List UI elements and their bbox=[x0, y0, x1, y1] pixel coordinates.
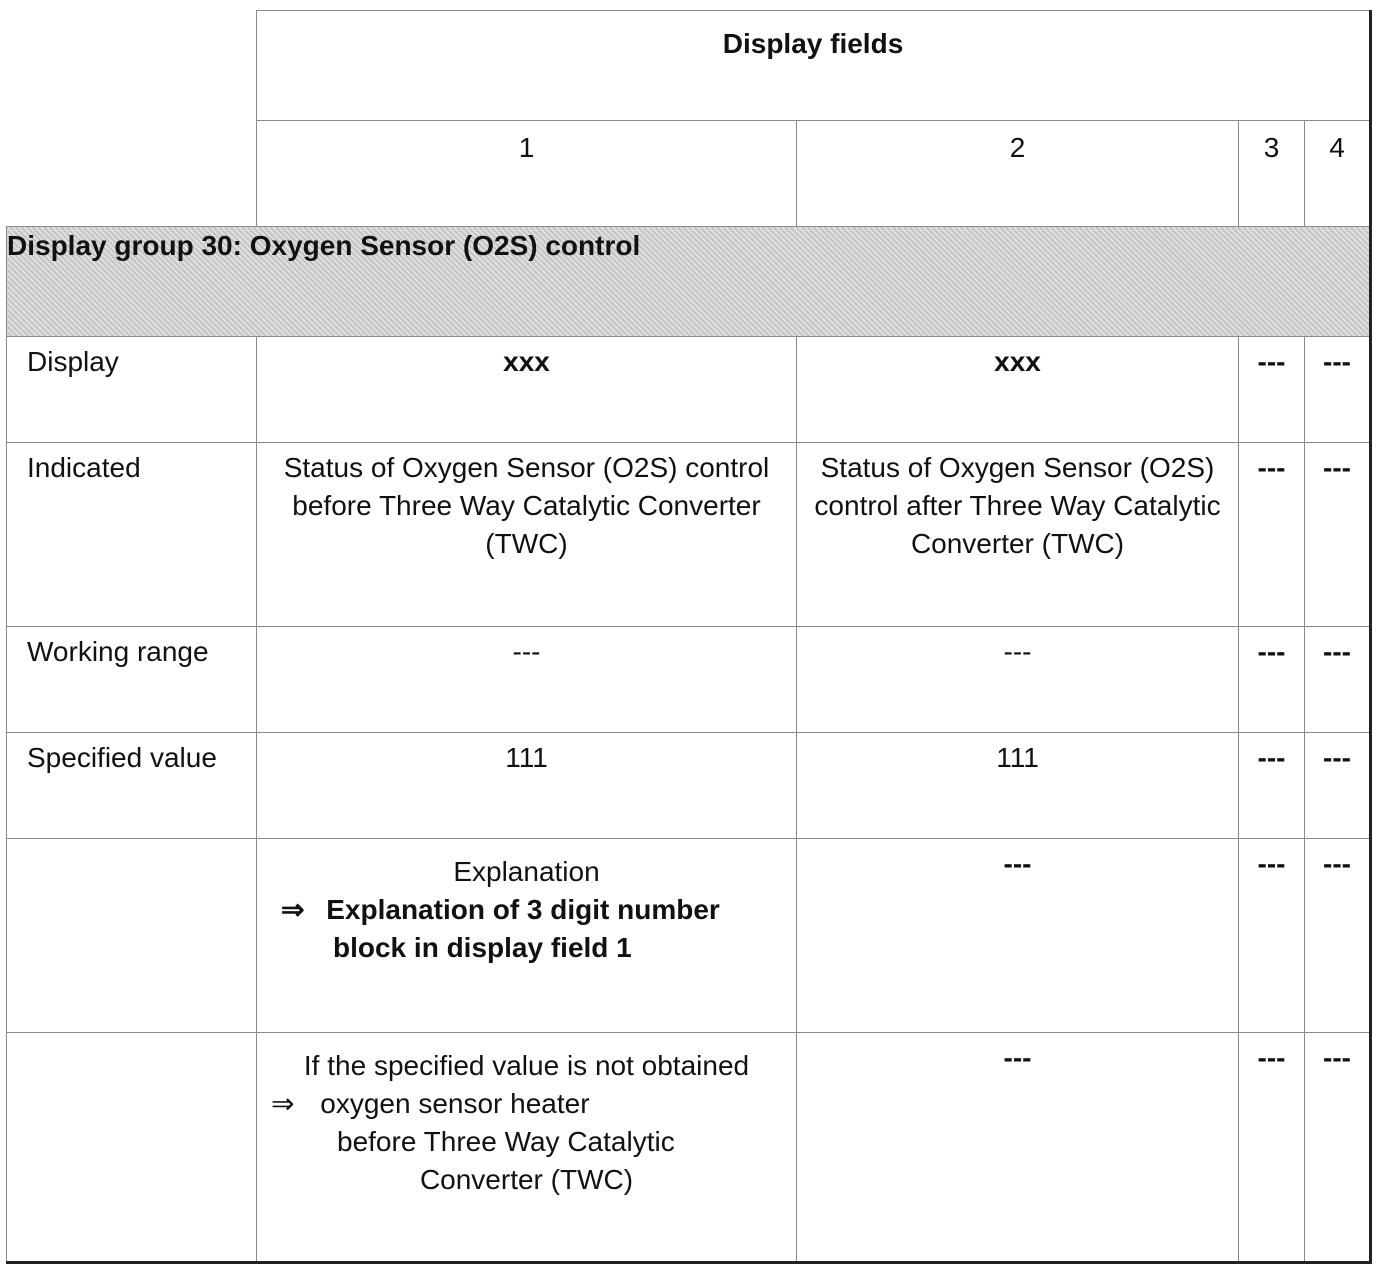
explanation-field-3-value: --- bbox=[1239, 839, 1305, 1033]
indicated-field-2-value: Status of Oxygen Sensor (O2S) control after Three Way Catalytic Converter (TWC) bbox=[797, 443, 1239, 627]
header-corner-cell bbox=[7, 11, 257, 227]
if-not-obtained-field-3-value: --- bbox=[1239, 1033, 1305, 1263]
display-field-4-value: --- bbox=[1305, 337, 1371, 443]
row-label-explanation bbox=[7, 839, 257, 1033]
working-range-field-3-value: --- bbox=[1239, 627, 1305, 733]
specified-value-field-2-value: 111 bbox=[797, 733, 1239, 839]
if-not-obtained-field-2-value: --- bbox=[797, 1033, 1239, 1263]
explanation-link-text-continued: block in display field 1 bbox=[333, 932, 632, 963]
row-label-specified-value: Specified value bbox=[7, 733, 257, 839]
table-row-specified-value bbox=[7, 733, 1371, 839]
working-range-field-2-value: --- bbox=[797, 627, 1239, 733]
display-fields-title: Display fields bbox=[257, 11, 1371, 121]
explanation-link-line bbox=[257, 891, 796, 929]
indicated-field-4-value: --- bbox=[1305, 443, 1371, 627]
specified-value-field-1-value: 111 bbox=[257, 733, 797, 839]
indicated-field-3-value: --- bbox=[1239, 443, 1305, 627]
explanation-heading: Explanation bbox=[453, 856, 600, 887]
if-not-obtained-field-4-value: --- bbox=[1305, 1033, 1371, 1263]
row-label-working-range: Working range bbox=[7, 627, 257, 733]
specified-value-field-4-value: --- bbox=[1305, 733, 1371, 839]
explanation-field-1 bbox=[257, 839, 797, 1033]
working-range-field-1-value: --- bbox=[257, 627, 797, 733]
table-row-display bbox=[7, 337, 1371, 443]
table-row-explanation bbox=[7, 839, 1371, 1033]
if-not-obtained-text: If the specified value is not obtained bbox=[303, 1050, 750, 1081]
group-row bbox=[7, 227, 1371, 337]
arrow-right-icon: ⇒ bbox=[271, 1088, 295, 1119]
column-header-2: 2 bbox=[797, 121, 1239, 227]
explanation-link-text: Explanation of 3 digit number bbox=[326, 894, 720, 925]
column-header-1: 1 bbox=[257, 121, 797, 227]
table-row-indicated bbox=[7, 443, 1371, 627]
if-not-obtained-action-text-line4: Converter (TWC) bbox=[419, 1164, 634, 1195]
working-range-field-4-value: --- bbox=[1305, 627, 1371, 733]
table-row-if-not-obtained bbox=[7, 1033, 1371, 1263]
header-row-title bbox=[7, 11, 1371, 121]
row-label-indicated: Indicated bbox=[7, 443, 257, 627]
explanation-field-2-value: --- bbox=[797, 839, 1239, 1033]
row-label-if-not-obtained bbox=[7, 1033, 257, 1263]
if-not-obtained-action-text-line3: before Three Way Catalytic bbox=[337, 1126, 675, 1157]
if-not-obtained-field-1 bbox=[257, 1033, 797, 1263]
column-header-4: 4 bbox=[1305, 121, 1371, 227]
display-group-table bbox=[6, 10, 1372, 1264]
if-not-obtained-action-line bbox=[257, 1085, 796, 1123]
group-title: Display group 30: Oxygen Sensor (O2S) control bbox=[7, 227, 1371, 337]
if-not-obtained-action-text: oxygen sensor heater bbox=[320, 1088, 590, 1119]
table-row-working-range bbox=[7, 627, 1371, 733]
indicated-field-1-value: Status of Oxygen Sensor (O2S) control before Three Way Catalytic Converter (TWC) bbox=[257, 443, 797, 627]
display-field-3-value: --- bbox=[1239, 337, 1305, 443]
specified-value-field-3-value: --- bbox=[1239, 733, 1305, 839]
column-header-3: 3 bbox=[1239, 121, 1305, 227]
display-field-2-value: xxx bbox=[797, 337, 1239, 443]
display-field-1-value: xxx bbox=[257, 337, 797, 443]
row-label-display: Display bbox=[7, 337, 257, 443]
explanation-field-4-value: --- bbox=[1305, 839, 1371, 1033]
arrow-right-icon: ⇒ bbox=[281, 894, 305, 925]
